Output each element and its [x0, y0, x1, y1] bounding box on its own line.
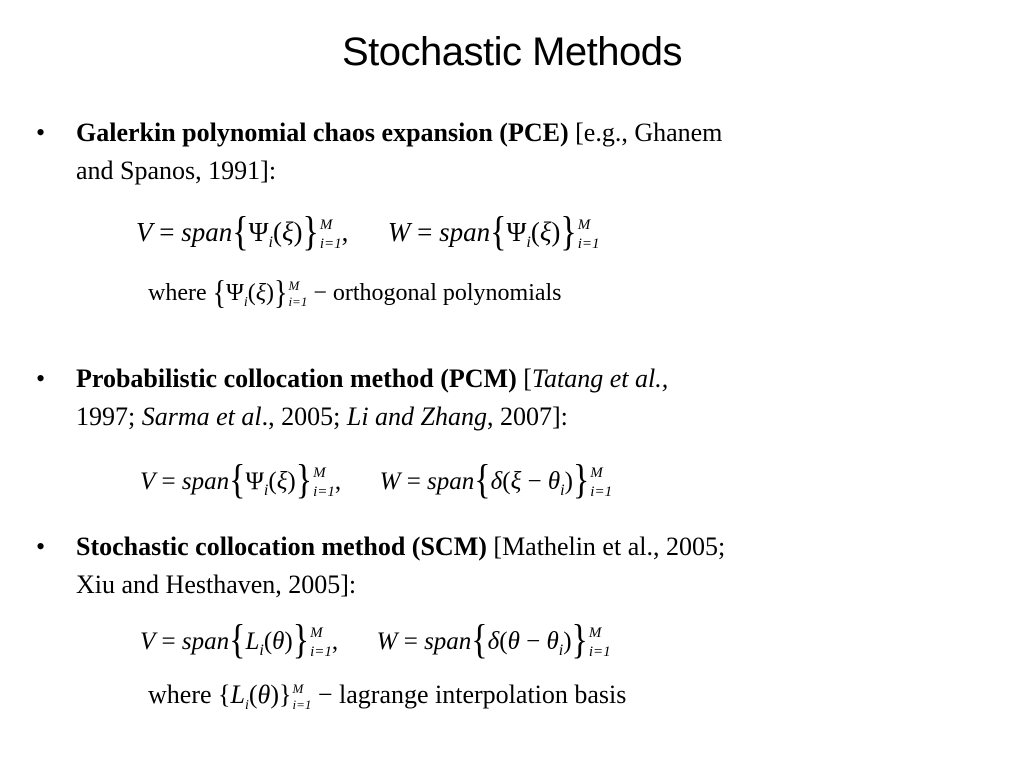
scm-where-note: where $\{L_i(\theta)\}$ M i=1 − lagrange interpolation basis: [148, 680, 627, 713]
pce-equation: $V = span\{\Psi_i(\xi)\}$ M i=1 , $W = span\{\Psi_i(\xi)\}$ M i=1: [136, 210, 600, 255]
scm-text: [76, 528, 956, 604]
pce-method-name: Galerkin polynomial chaos expansion (PCE): [76, 118, 569, 147]
scm-method-name: Stochastic collocation method (SCM): [76, 532, 487, 561]
pcm-equation: $V = span\{\Psi_i(\xi)\}$ M i=1 , W = span{δ(ξ − $\theta_i$)} M i=1: [140, 458, 613, 503]
pce-ref-1: [e.g., Ghanem: [568, 118, 723, 147]
pce-ref-2: and Spanos, 1991]:: [76, 156, 277, 185]
pcm-text: Probabilistic collocation method (PCM) [Tatang et al., 1997; Sarma et al., 2005; Li and Zhang, 2007]:: [76, 364, 669, 431]
bullet-pcm: •: [36, 364, 46, 393]
pce-text: [76, 114, 956, 190]
pcm-method-name: Probabilistic collocation method (PCM): [76, 364, 517, 393]
scm-ref-1: [Mathelin et al., 2005;: [486, 532, 726, 561]
bullet-scm: •: [36, 532, 46, 561]
bullet-pce: •: [36, 118, 46, 147]
scm-equation: $V = span\{L_i(\theta)\}$ M i=1 , W = span{δ(θ − $\theta_i$)} M i=1: [140, 618, 611, 663]
pce-basis-desc: orthogonal polynomials: [332, 280, 562, 306]
page-title: Stochastic Methods: [341, 30, 683, 74]
scm-basis-desc: lagrange interpolation basis: [339, 680, 627, 709]
pce-where-note: where $\{\Psi_i(\xi)\}$ M i=1 − orthogonal polynomials: [148, 274, 562, 312]
scm-ref-2: Xiu and Hesthaven, 2005]:: [76, 570, 357, 599]
